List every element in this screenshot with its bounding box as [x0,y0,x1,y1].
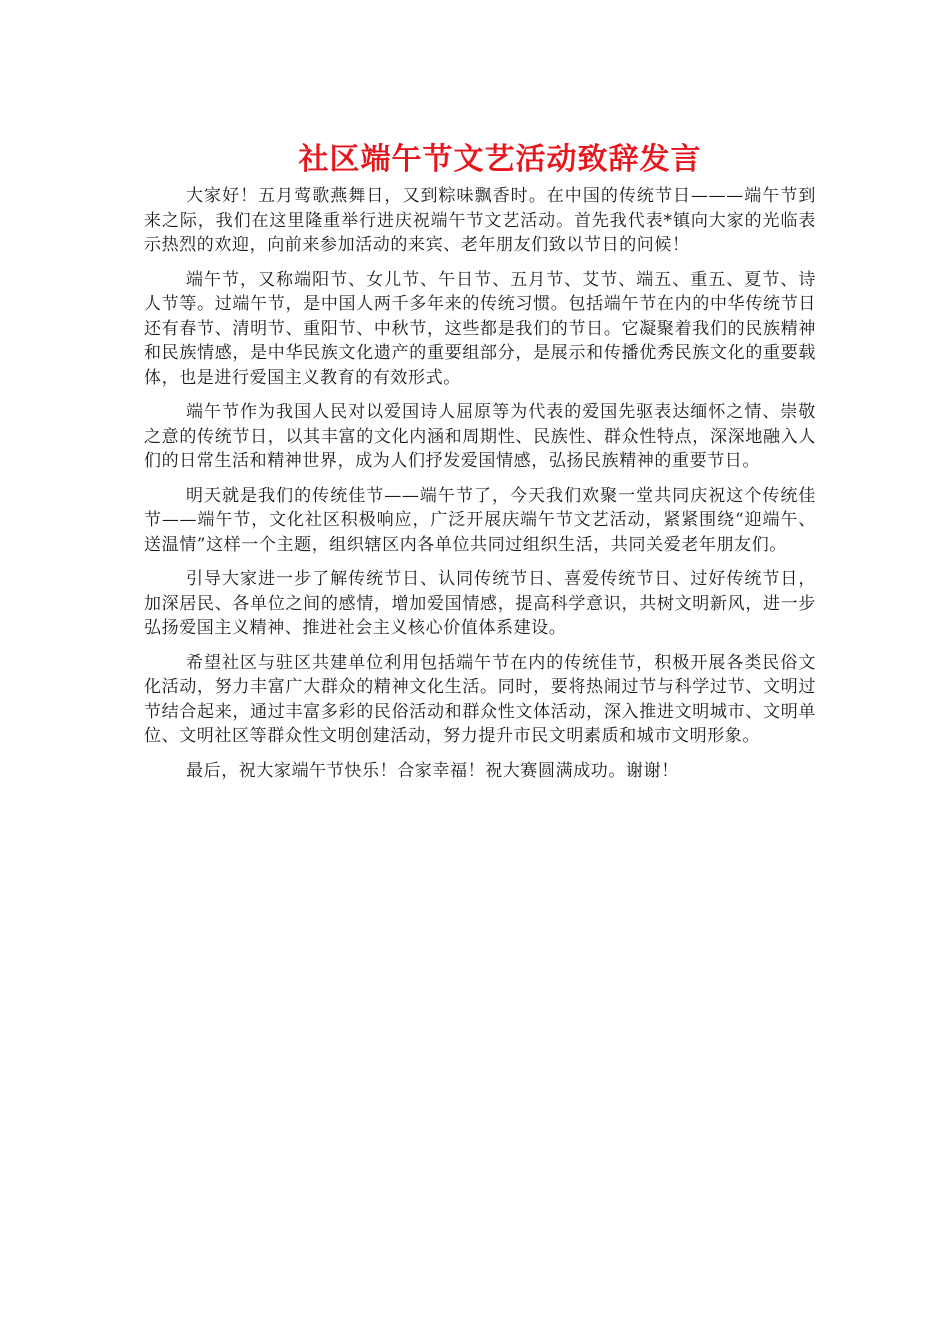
paragraph-community-activity: 明天就是我们的传统佳节——端午节了，今天我们欢聚一堂共同庆祝这个传统佳节——端午节，文化社区积极响应，广泛开展庆端午节文艺活动，紧紧围绕“迎端午、送温情”这样一个主题，组织辖区内各单位共同过组织生活，共同关爱老年朋友们。 [144,485,816,555]
paragraph-festival-names: 端午节，又称端阳节、女儿节、午日节、五月节、艾节、端五、重五、夏节、诗人节等。过端午节，是中国人两千多年来的传统习惯。包括端午节在内的中华传统节日还有春节、清明节、重阳节、中秋节，这些都是我们的节日。它凝聚着我们的民族精神和民族情感，是中华民族文化遗产的重要组部分，是展示和传播优秀民族文化的重要载体，也是进行爱国主义教育的有效形式。 [144,269,816,388]
paragraph-hope: 希望社区与驻区共建单位利用包括端午节在内的传统佳节，积极开展各类民俗文化活动，努力丰富广大群众的精神文化生活。同时，要将热闹过节与科学过节、文明过节结合起来，通过丰富多彩的民俗活动和群众性文体活动，深入推进文明城市、文明单位、文明社区等群众性文明创建活动，努力提升市民文明素质和城市文明形象。 [144,652,816,746]
paragraph-qu-yuan: 端午节作为我国人民对以爱国诗人屈原等为代表的爱国先驱表达缅怀之情、崇敬之意的传统节日，以其丰富的文化内涵和周期性、民族性、群众性特点，深深地融入人们的日常生活和精神世界，成为人们抒发爱国情感，弘扬民族精神的重要节日。 [144,402,816,471]
document-title: 社区端午节文艺活动致辞发言 [298,142,702,177]
document-body [144,184,816,793]
paragraph-closing: 最后，祝大家端午节快乐！合家幸福！祝大赛圆满成功。谢谢！ [186,760,679,781]
paragraph-guidance: 引导大家进一步了解传统节日、认同传统节日、喜爱传统节日、过好传统节日，加深居民、各单位之间的感情，增加爱国情感，提高科学意识，共树文明新风，进一步弘扬爱国主义精神、推进社会主义核心价值体系建设。 [144,569,816,638]
paragraph-greeting: 大家好！五月莺歌燕舞日，又到粽味飘香时。在中国的传统节日———端午节到来之际，我们在这里隆重举行进庆祝端午节文艺活动。首先我代表*镇向大家的光临表示热烈的欢迎，向前来参加活动的来宾、老年朋友们致以节日的问候！ [144,186,816,255]
